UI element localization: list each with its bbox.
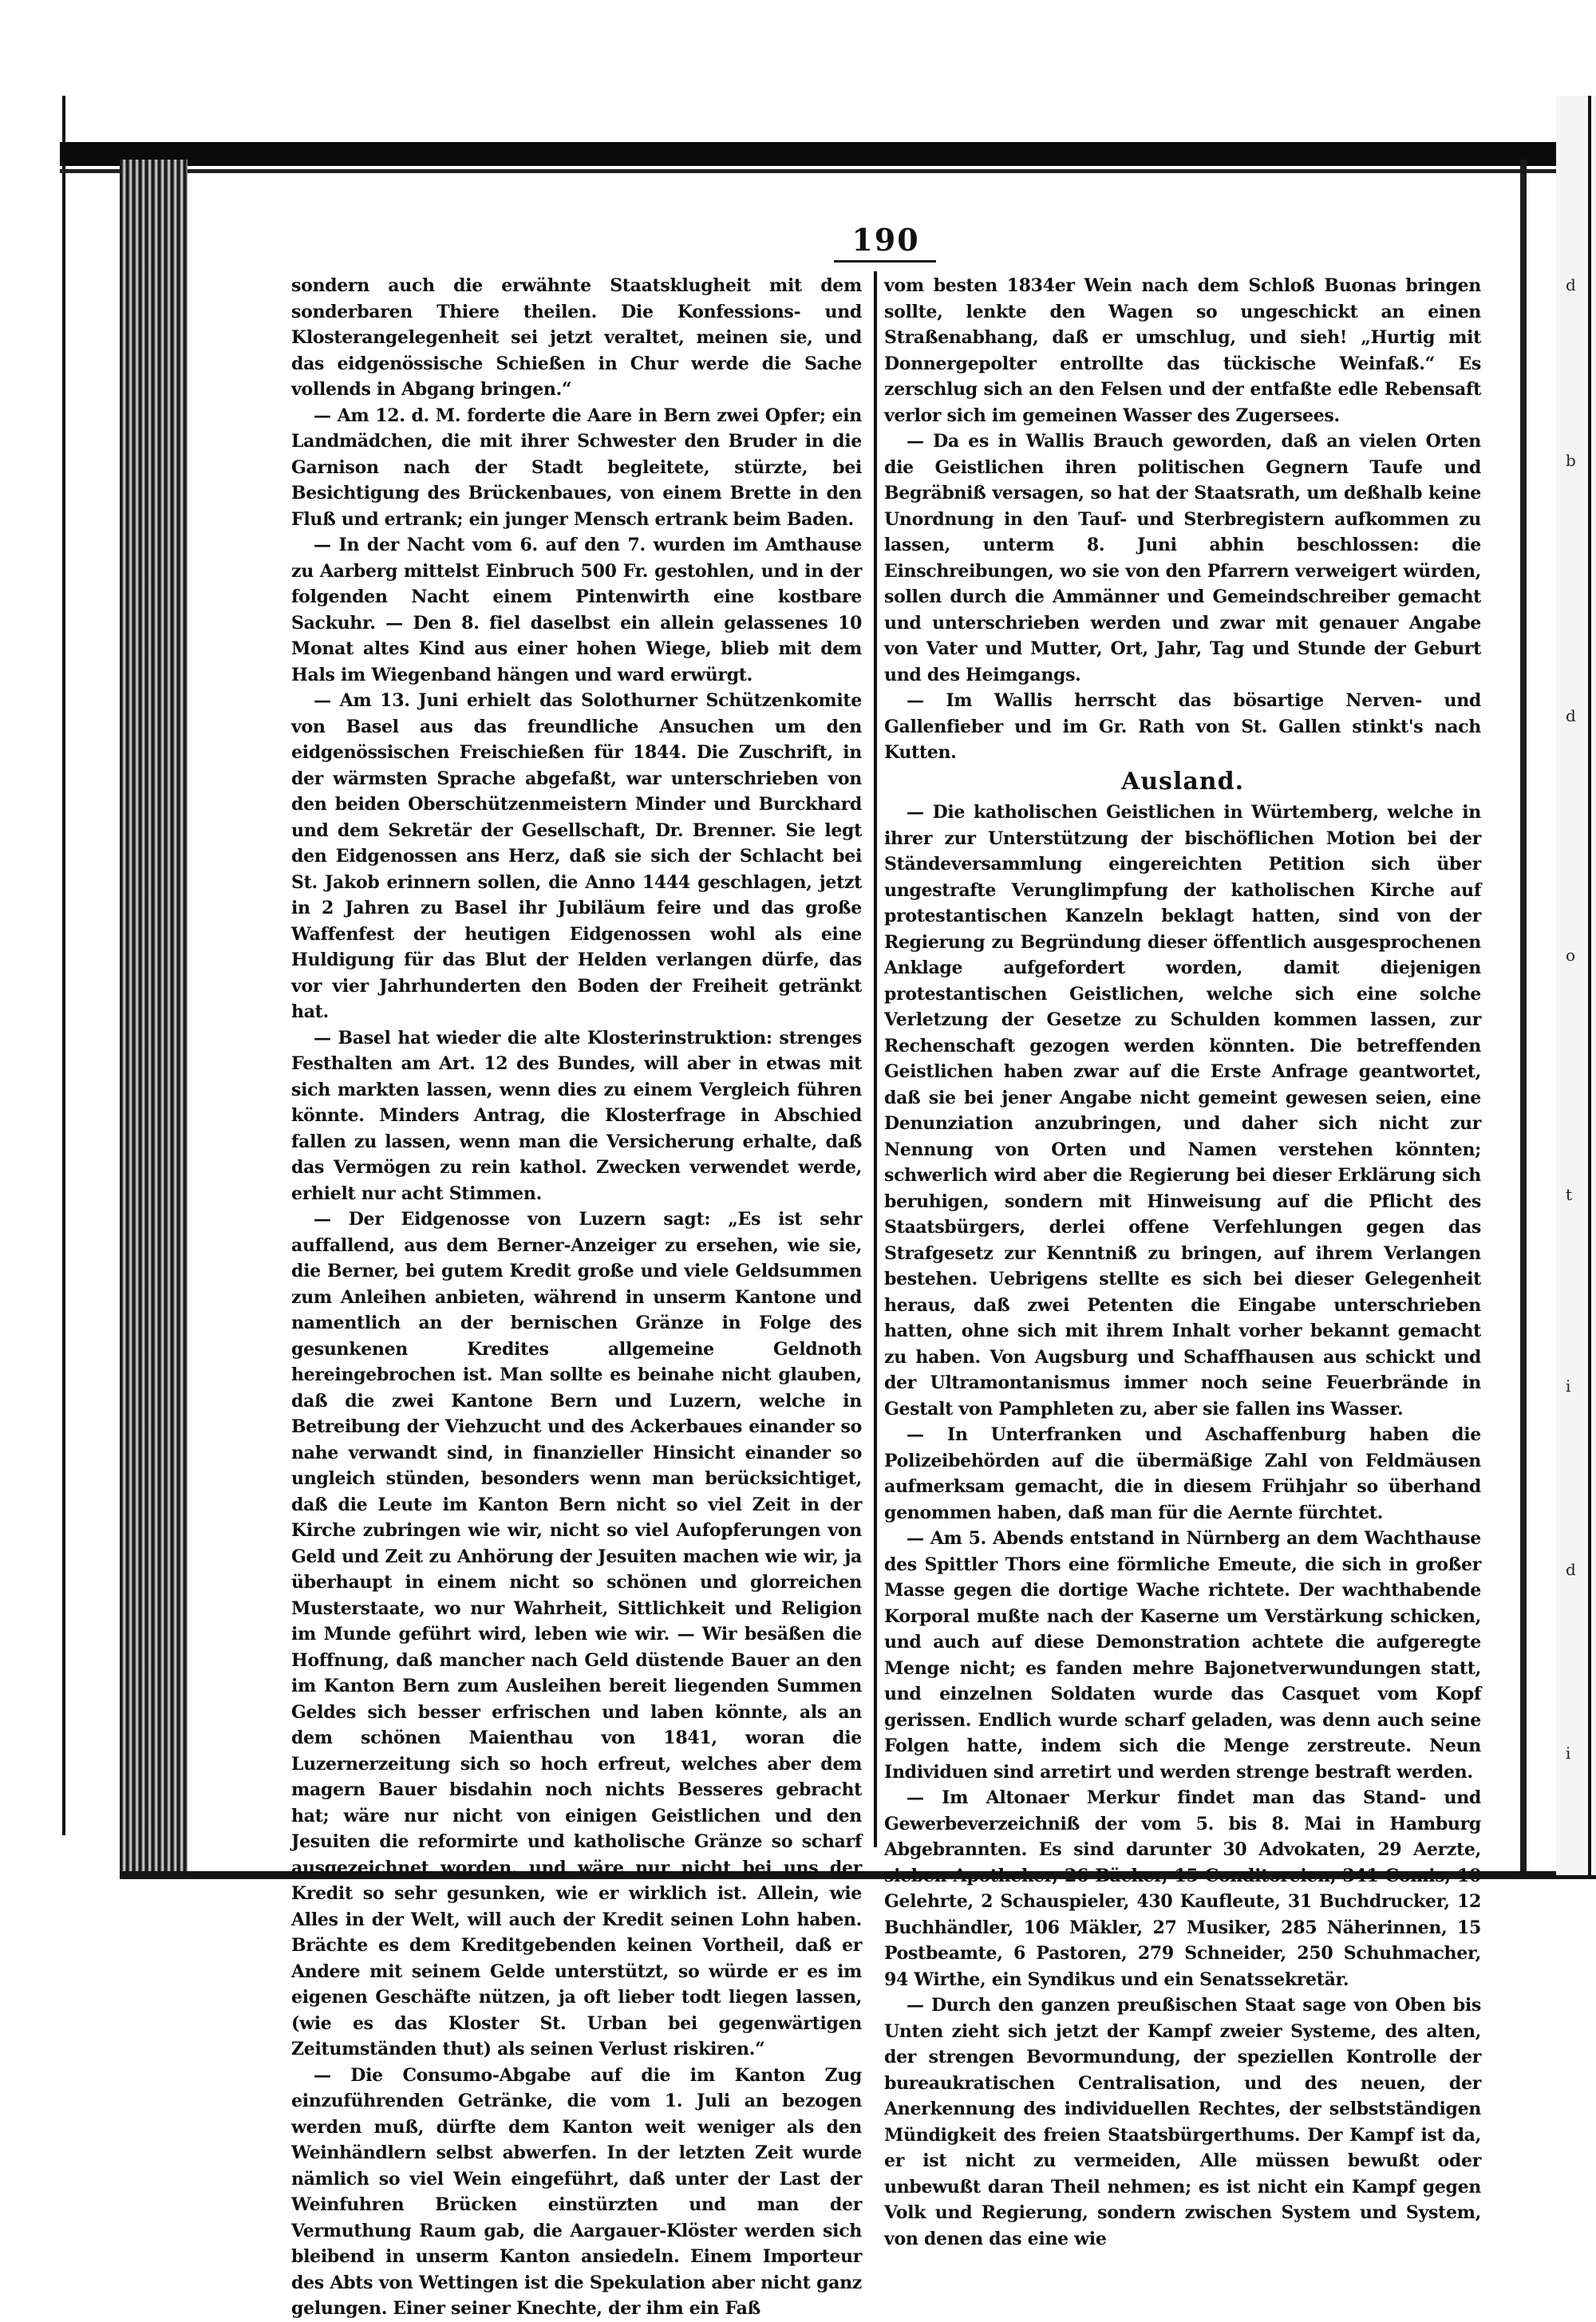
left-column [291,273,862,2322]
article-paragraph: — Am 12. d. M. forderte die Aare in Bern zwei Opfer; ein Landmädchen, die mit ihrer Schwester den Bruder in die Garnison nach der Stadt begleitete, stürzte, bei Besichtigung des Brückenbaues, von einem Brette in den Fluß und ertrank; ein junger Mensch ertrank beim Baden. [291,405,862,530]
next-page-letter: o [1566,946,1576,965]
next-page-rule [1588,96,1591,1875]
article-paragraph: — Die Consumo-Abgabe auf die im Kanton Zug einzuführenden Getränke, die vom 1. Juli an bezogen werden muß, dürfte dem Kanton weit weniger als den Weinhändlern selbst abwerfen. In der letzten Zeit wurde nämlich so viel Wein eingeführt, daß unter der Last der Weinfuhren Brücken einstürzten und man der Vermuthung Raum gab, die Aargauer-Klöster werden sich bleibend in unserm Kanton ansiedeln. Einem Importeur des Abts von Wettingen ist die Spekulation aber nicht ganz gelungen. Einer seiner Knechte, der ihm ein Faß [291,2064,862,2319]
article-paragraph: — In der Nacht vom 6. auf den 7. wurden im Amthause zu Aarberg mittelst Einbruch 500 Fr. gestohlen, und in der folgenden Nacht einem Pintenwirth eine kostbare Sackuhr. — Den 8. fiel daselbst ein allein gelassenes 10 Monat altes Kind aus einer hohen Wiege, blieb mit dem Hals im Wiegenband hängen und ward erwürgt. [291,535,862,685]
page-number: 190 [851,222,920,258]
article-paragraph: — Am 13. Juni erhielt das Solothurner Schützenkomite von Basel aus das freundliche Ansuchen um den eidgenössischen Freischießen für 1844. Die Zuschrift, in der wärmsten Sprache abgefaßt, war unterschrieben von den beiden Oberschützenmeistern Minder und Burckhard und dem Sekretär der Gesellschaft, Dr. Brenner. Sie legt den Eidgenossen ans Herz, daß sie sich der Schlacht bei St. Jakob erinnern sollen, die Anno 1444 geschlagen, jetzt in 2 Jahren zu Basel ihr Jubiläum feire und das große Waffenfest der heutigen Eidgenossen wohl als eine Huldigung für das Blut der Helden verlangen dürfe, das vor vier Jahrhunderten den Boden der Freiheit getränkt hat. [291,690,862,1022]
article-paragraph: — Im Wallis herrscht das bösartige Nerven- und Gallenfieber und im Gr. Rath von St. Gallen stinkt's nach Kutten. [884,690,1481,763]
article-paragraph: — Der Eidgenosse von Luzern sagt: „Es ist sehr auffallend, aus dem Berner-Anzeiger zu ersehen, wie sie, die Berner, bei gutem Kredit große und viele Geldsummen zum Anleihen anbieten, während in unserm Kantone und namentlich an der bernischen Gränze in Folge des gesunkenen Kredites allgemeine Geldnoth hereingebrochen ist. Man sollte es beinahe nicht glauben, daß die zwei Kantone Bern und Luzern, welche in Betreibung der Viehzucht und des Ackerbaues einander so nahe verwandt sind, in finanzieller Hinsicht einander so ungleich stünden, besonders wenn man berücksichtiget, daß die Leute im Kanton Bern nicht so viel Zeit in der Kirche zubringen wie wir, nicht so viel Aufopferungen von Geld und Zeit zu Anhörung der Jesuiten machen wie wir, ja überhaupt in einem nicht so schönen und glorreichen Musterstaate, wo nur Wahrheit, Sittlichkeit und Religion im Munde geführt wird, leben wie wir. — Wir besäßen die Hoffnung, daß mancher nach Geld düstende Bauer an den im Kanton Bern zum Ausleihen bereit liegenden Summen Geldes sich besser erfrischen und laben könnte, als an dem schönen Maienthau von 1841, woran die Luzernerzeitung sich so hoch erfreut, welches aber dem magern Bauer bisdahin noch nichts Besseres gebracht hat; wäre nur nicht von einigen Geistlichen und den Jesuiten die reformirte und katholische Gränze so scharf ausgezeichnet worden, und wäre nur nicht bei uns der Kredit so sehr gesunken, wie er wirklich ist. Allein, wie Alles in der Welt, will auch der Kredit seinen Lohn haben. Brächte es dem Kreditgebenden keinen Vortheil, daß er Andere mit seinem Gelde unterstützt, so würde er es im eigenen Geschäfte nützen, ja oft lieber todt liegen lassen, (wie es das Kloster St. Urban bei gegenwärtigen Zeitumständen thut) als seinen Verlust riskiren.“ [291,1209,862,2059]
next-page-letter: d [1566,1560,1576,1579]
article-paragraph: — Die katholischen Geistlichen in Würtemberg, welche in ihrer zur Unterstützung der bischöflichen Motion bei der Ständeversammlung eingereichten Petition sich über ungestrafte Verunglimpfung der katholischen Kirche auf protestantischen Kanzeln beklagt hatten, sind von der Regierung zu Begründung dieser öffentlich ausgesprochenen Anklage aufgefordert worden, damit diejenigen protestantischen Geistlichen, welche sich eine solche Verletzung der Gesetze zu Schulden kommen lassen, zur Rechenschaft gezogen werden könnten. Die betreffenden Geistlichen haben zwar auf die Erste Anfrage geantwortet, daß sie bei jener Angabe nicht gemeint gewesen seien, eine Denunziation anzubringen, und daher sich nicht zur Nennung von Orten und Namen verstehen könnten; schwerlich wird aber die Regierung bei dieser Erklärung sich beruhigen, sondern mit Hinweisung auf die Pflicht des Staatsbürgers, derlei offene Verfehlungen gegen das Strafgesetz zur Kenntniß zu bringen, auf ihrem Verlangen bestehen. Uebrigens stellte es sich bei dieser Gelegenheit heraus, daß zwei Petenten die Eingabe unterschrieben hatten, ohne sich mit ihrem Inhalt vorher bekannt gemacht zu haben. Von Augsburg und Schaffhausen aus schickt und der Ultramontanismus immer noch seine Feuerbrände in Gestalt von Pamphleten zu, aber sie fallen ins Wasser. [884,802,1481,1420]
article-paragraph: — In Unterfranken und Aschaffenburg haben die Polizeibehörden auf die übermäßige Zahl von Feldmäusen aufmerksam gemacht, die in diesem Frühjahr so überhand genommen haben, daß man für die Aernte fürchtet. [884,1424,1481,1523]
column-divider [874,271,877,1847]
left-margin-rule [62,96,65,1835]
next-page-letter: d [1566,706,1576,725]
next-page-letter: b [1566,451,1576,470]
article-paragraph: — Basel hat wieder die alte Klosterinstruktion: strenges Festhalten am Art. 12 des Bundes, will aber in etwas mit sich markten lassen, wenn dies zu einem Vergleich führen könnte. Minders Antrag, die Klosterfrage in Abschied fallen zu lassen, wenn man die Versicherung erhalte, daß das Vermögen zu rein kathol. Zwecken verwendet werde, erhielt nur acht Stimmen. [291,1027,862,1204]
top-border-band [60,142,1596,166]
next-page-letter: d [1566,275,1576,294]
article-paragraph: — Da es in Wallis Brauch geworden, daß an vielen Orten die Geistlichen ihren politischen Gegnern Taufe und Begräbniß versagen, so hat der Staatsrath, um deßhalb keine Unordnung in den Tauf- und Sterbregistern aufkommen zu lassen, unterm 8. Juni abhin beschlossen: die Einschreibungen, wo sie von den Pfarrern verweigert würden, sollen durch die Ammänner und Gemeindschreiber gemacht und unterschrieben werden und zwar mit genauer Angabe von Vater und Mutter, Ort, Jahr, Tag und Stunde der Geburt und des Heimgangs. [884,431,1481,685]
article-paragraph: — Am 5. Abends entstand in Nürnberg an dem Wachthause des Spittler Thors eine förmliche Emeute, die sich in großer Masse gegen die dortige Wache richtete. Der wachthabende Korporal mußte nach der Kaserne um Verstärkung schicken, und auch auf diese Demonstration achtete die aufgeregte Menge nicht; es fanden mehre Bajonetverwundungen statt, und einzelnen Soldaten wurde das Casquet vom Kopf gerissen. Endlich wurde scharf geladen, was denn auch seine Folgen hatte, indem sich die Menge zerstreute. Neun Individuen sind arretirt und werden strenge bestraft werden. [884,1528,1481,1783]
section-heading-ausland: Ausland. [1120,767,1245,796]
article-paragraph: — Im Altonaer Merkur findet man das Stand- und Gewerbeverzeichniß der vom 5. bis 8. Mai in Hamburg Abgebrannten. Es sind darunter 30 Advokaten, 29 Aerzte, sieben Apotheker, 26 Bäcker, 15 Conditoreien, 341 Comis, 10 Gelehrte, 2 Schauspieler, 430 Kaufleute, 31 Buchdrucker, 12 Buchhändler, 106 Mäkler, 27 Musiker, 285 Näherinnen, 15 Postbeamte, 6 Pastoren, 279 Schneider, 250 Schuhmacher, 94 Wirthe, ein Syndikus und ein Senatssekretär. [884,1787,1481,1990]
next-page-letter: t [1566,1185,1573,1204]
page-number-rule [834,260,936,263]
article-paragraph: vom besten 1834er Wein nach dem Schloß Buonas bringen sollte, lenkte den Wagen so ungeschickt an einen Straßenabhang, daß er umschlug, und sieh! „Hurtig mit Donnergepolter entrollte das tückische Weinfaß.“ Es zerschlug sich an den Felsen und der entfaßte edle Rebensaft verlor sich im gemeinen Wasser des Zugersees. [884,275,1481,426]
next-page-letter: i [1566,1376,1571,1396]
next-page-letter: i [1566,1743,1571,1763]
article-paragraph: sondern auch die erwähnte Staatsklugheit mit dem sonderbaren Thiere theilen. Die Konfessions- und Klosterangelegenheit sei jetzt veraltet, meinen sie, und das eidgenössische Schießen in Chur werde die Sache vollends in Abgang bringen.“ [291,275,862,400]
page-right-edge [1520,160,1527,1875]
book-page-edge [120,160,188,1875]
right-column [884,273,1481,2252]
top-border-thin-rule [60,169,1596,173]
article-paragraph: — Durch den ganzen preußischen Staat sage von Oben bis Unten zieht sich jetzt der Kampf zweier Systeme, des alten, der strengen Bevormundung, der speziellen Kontrolle der bureaukratischen Centralisation, und des neuen, der Anerkennung des individuellen Rechtes, der selbstständigen Mündigkeit des freien Staatsbürgerthums. Der Kampf ist da, er ist nicht zu vermeiden, Alle müssen bewußt oder unbewußt daran Theil nehmen; es ist nicht ein Kampf gegen Volk und Regierung, sondern zwischen System und System, von denen das eine wie [884,1995,1481,2249]
